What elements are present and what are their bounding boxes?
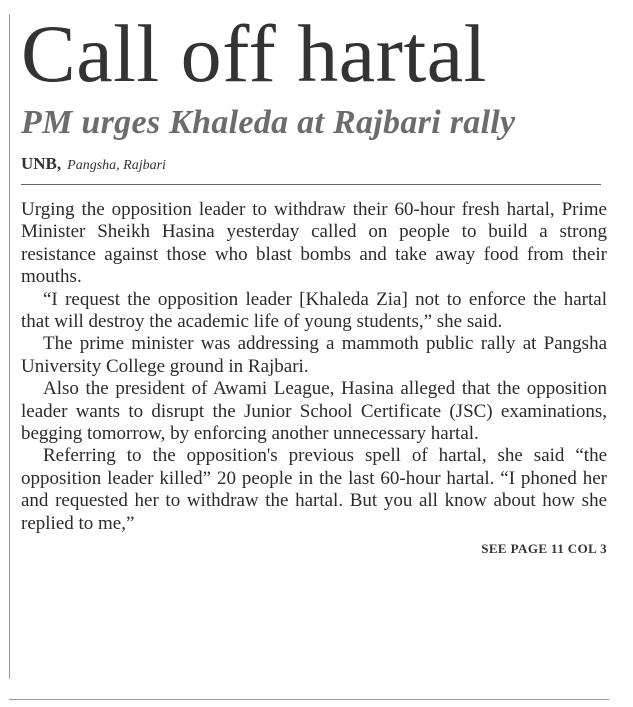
left-column-rule bbox=[9, 14, 10, 679]
subheadline: PM urges Khaleda at Rajbari rally bbox=[21, 104, 516, 141]
continued-on-page: SEE PAGE 11 COL 3 bbox=[481, 541, 607, 557]
byline bbox=[21, 154, 609, 176]
article-body bbox=[21, 199, 607, 535]
bottom-rule bbox=[9, 699, 609, 700]
paragraph-2: “I request the opposition leader [Khaleda Zia] not to enforce the hartal that will destroy the academic life of young students,” she said. bbox=[21, 288, 607, 333]
paragraph-1: Urging the opposition leader to withdraw their 60-hour fresh hartal, Prime Minister Sheikh Hasina yesterday called on people to build a strong resistance against those who blast bombs and take away food from their mouths. bbox=[21, 199, 607, 288]
byline-dateline: Pangsha, Rajbari bbox=[67, 158, 166, 173]
paragraph-3: The prime minister was addressing a mammoth public rally at Pangsha University College ground in Rajbari. bbox=[21, 333, 607, 377]
news-article bbox=[21, 6, 609, 557]
paragraph-5: Referring to the opposition's previous spell of hartal, she said “the opposition leader killed” 20 people in the last 60-hour hartal. “I phoned her and requested her to withdraw the hartal. But you all know about how she replied to me,” bbox=[21, 445, 607, 534]
byline-divider bbox=[21, 184, 601, 185]
paragraph-4: Also the president of Awami League, Hasina alleged that the opposition leader wants to disrupt the Junior School Certificate (JSC) examinations, begging tomorrow, by enforcing another unnecessary hartal. bbox=[21, 378, 607, 445]
byline-agency: UNB, bbox=[21, 154, 62, 173]
headline: Call off hartal bbox=[21, 8, 487, 99]
